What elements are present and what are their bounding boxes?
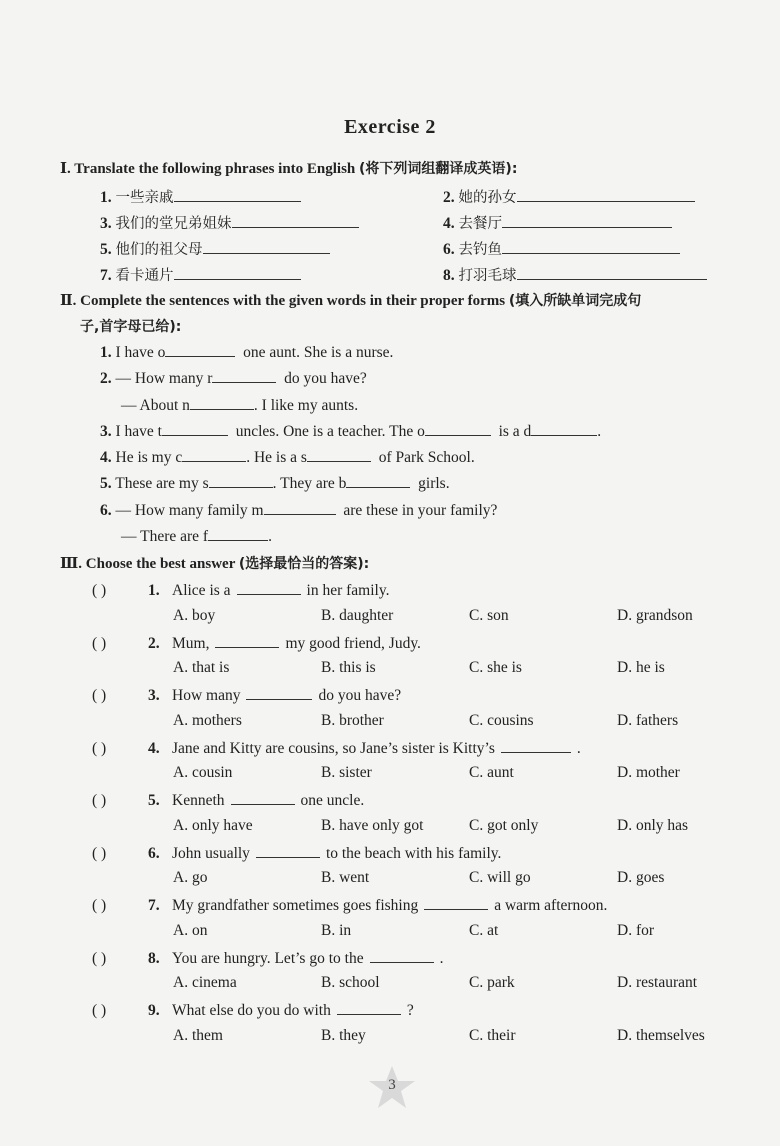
- section-1-heading-text: Translate the following phrases into English: [74, 161, 356, 177]
- question-stem-end: to the beach with his family.: [325, 844, 502, 862]
- question-number: 9.: [148, 1002, 160, 1019]
- option-c[interactable]: C. cousins: [469, 711, 534, 729]
- s2-q1-text-a: I have o: [115, 344, 166, 361]
- answer-blank[interactable]: [174, 265, 301, 280]
- s2-question-2: [100, 368, 367, 388]
- option-c[interactable]: C. got only: [469, 816, 539, 834]
- s2-q5-text-c: girls.: [418, 475, 450, 492]
- item-number: 4.: [443, 215, 455, 232]
- s2-q3-text-d: .: [597, 423, 602, 440]
- question-stem-end: .: [439, 949, 444, 967]
- option-d[interactable]: D. themselves: [617, 1026, 705, 1044]
- answer-blank[interactable]: [165, 342, 235, 357]
- option-c[interactable]: C. will go: [469, 869, 531, 886]
- option-c[interactable]: C. park: [469, 974, 515, 991]
- section-1-numeral: Ⅰ.: [60, 161, 71, 177]
- option-d[interactable]: D. fathers: [617, 711, 679, 729]
- option-b[interactable]: B. in: [321, 921, 352, 939]
- option-c[interactable]: C. son: [469, 606, 509, 624]
- mc-question-3: [92, 685, 401, 705]
- option-c[interactable]: C. their: [469, 1026, 516, 1044]
- chinese-phrase: 看卡通片: [115, 268, 174, 284]
- item-number: 3.: [100, 215, 112, 232]
- section-3-numeral: Ⅲ.: [60, 556, 83, 572]
- option-b[interactable]: B. they: [321, 1026, 366, 1044]
- question-stem-start: You are hungry. Let’s go to the: [172, 949, 364, 967]
- question-stem-start: My grandfather sometimes goes fishing: [172, 897, 419, 914]
- question-number: 4.: [100, 449, 112, 466]
- answer-blank[interactable]: [190, 395, 254, 410]
- option-a[interactable]: A. them: [173, 1026, 223, 1044]
- answer-blank[interactable]: [531, 421, 597, 436]
- question-number: 3.: [100, 423, 112, 440]
- answer-parentheses[interactable]: ( ): [92, 634, 107, 652]
- translate-item-7: [100, 264, 301, 285]
- option-d[interactable]: D. only has: [617, 816, 689, 834]
- s2-q5-text-b: . They are b: [272, 475, 347, 492]
- answer-blank[interactable]: [215, 633, 279, 648]
- answer-parentheses[interactable]: ( ): [92, 1002, 107, 1019]
- section-2-heading: [60, 290, 641, 310]
- s2-q4-text-b: . He is a s: [246, 449, 307, 466]
- mc-question-1: [92, 580, 389, 600]
- answer-blank[interactable]: [208, 526, 268, 541]
- translate-item-1: [100, 186, 301, 207]
- s2-q3-text-c: is a d: [498, 423, 532, 440]
- answer-blank[interactable]: [212, 368, 276, 383]
- item-number: 2.: [443, 189, 455, 206]
- question-stem-start: Kenneth: [172, 792, 225, 809]
- question-stem-end: in her family.: [306, 582, 390, 599]
- question-stem-start: Jane and Kitty are cousins, so Jane’s sister is Kitty’s: [172, 739, 495, 757]
- chinese-phrase: 他们的祖父母: [115, 242, 203, 258]
- section-2-numeral: Ⅱ.: [60, 293, 77, 309]
- mc-question-5: [92, 790, 364, 810]
- chinese-phrase: 她的孙女: [458, 190, 517, 206]
- option-a[interactable]: A. only have: [173, 816, 253, 834]
- option-d[interactable]: D. for: [617, 921, 655, 939]
- s2-question-5: [100, 473, 450, 493]
- s2-question-2-reply: [121, 395, 358, 415]
- option-b[interactable]: B. went: [321, 869, 370, 886]
- translate-item-6: [443, 238, 680, 259]
- chinese-phrase: 去餐厅: [458, 216, 502, 232]
- chinese-phrase: 我们的堂兄弟姐妹: [115, 216, 232, 232]
- page-number: 3: [388, 1077, 396, 1093]
- translate-item-2: [443, 186, 695, 207]
- mc-question-8: [92, 948, 443, 968]
- option-a[interactable]: A. that is: [173, 659, 230, 676]
- question-number: 1.: [100, 344, 112, 361]
- answer-blank[interactable]: [256, 843, 320, 858]
- question-stem-end: .: [576, 739, 581, 757]
- answer-blank[interactable]: [517, 265, 707, 280]
- section-2-heading-line-2: [80, 316, 181, 336]
- item-number: 5.: [100, 241, 112, 258]
- option-c[interactable]: C. at: [469, 921, 499, 939]
- question-stem-start: What else do you do with: [172, 1002, 331, 1019]
- question-number: 2.: [148, 634, 160, 652]
- question-number: 6.: [148, 844, 160, 862]
- question-number: 2.: [100, 370, 112, 387]
- answer-blank[interactable]: [232, 213, 359, 228]
- option-d[interactable]: D. grandson: [617, 606, 693, 624]
- question-number: 5.: [100, 475, 112, 492]
- section-1-heading-cn: (将下列词组翻译成英语):: [359, 161, 518, 177]
- section-2-heading-cn-1: (填入所缺单词完成句: [508, 293, 642, 309]
- question-stem-end: one uncle.: [300, 792, 365, 809]
- item-number: 1.: [100, 189, 112, 206]
- answer-blank[interactable]: [346, 473, 410, 488]
- chinese-phrase: 打羽毛球: [458, 268, 517, 284]
- mc-question-7: [92, 895, 607, 915]
- question-number: 8.: [148, 949, 160, 967]
- answer-blank[interactable]: [209, 473, 273, 488]
- answer-blank[interactable]: [174, 187, 301, 202]
- exercise-title: Exercise 2: [344, 116, 436, 138]
- translate-item-8: [443, 264, 707, 285]
- option-a[interactable]: A. cinema: [173, 974, 237, 991]
- option-b[interactable]: B. this is: [321, 659, 376, 676]
- s2-q2-text-a: — How many r: [115, 370, 213, 387]
- chinese-phrase: 去钓鱼: [458, 242, 502, 258]
- question-stem-end: do you have?: [318, 687, 402, 704]
- answer-parentheses[interactable]: ( ): [92, 897, 107, 914]
- s2-q2-text-b: do you have?: [284, 370, 367, 387]
- s2-question-6: [100, 500, 497, 520]
- option-d[interactable]: D. goes: [617, 869, 665, 886]
- answer-blank[interactable]: [182, 447, 246, 462]
- option-c[interactable]: C. she is: [469, 659, 522, 676]
- section-3-heading-text: Choose the best answer: [85, 556, 236, 572]
- translate-item-4: [443, 212, 672, 233]
- answer-blank[interactable]: [237, 580, 301, 595]
- mc-question-6: [92, 843, 501, 863]
- question-number: 3.: [148, 687, 160, 704]
- answer-blank[interactable]: [424, 895, 488, 910]
- question-number: 6.: [100, 502, 112, 519]
- option-a[interactable]: A. go: [173, 869, 208, 886]
- translate-item-5: [100, 238, 330, 259]
- question-stem-start: Alice is a: [172, 582, 231, 599]
- answer-blank[interactable]: [370, 948, 434, 963]
- answer-parentheses[interactable]: ( ): [92, 687, 107, 704]
- question-stem-start: How many: [172, 687, 241, 704]
- answer-blank[interactable]: [502, 239, 680, 254]
- answer-parentheses[interactable]: ( ): [92, 739, 107, 757]
- s2-question-4: [100, 447, 475, 467]
- section-3-heading-cn: (选择最恰当的答案):: [238, 556, 370, 572]
- answer-blank[interactable]: [337, 1000, 401, 1015]
- answer-blank[interactable]: [264, 500, 336, 515]
- s2-q4-text-c: of Park School.: [378, 449, 475, 466]
- option-c[interactable]: C. aunt: [469, 764, 514, 781]
- section-2-heading-text: Complete the sentences with the given words in their proper forms: [80, 293, 506, 309]
- answer-blank[interactable]: [246, 685, 312, 700]
- mc-question-2: [92, 633, 421, 653]
- answer-blank[interactable]: [501, 738, 571, 753]
- option-d[interactable]: D. he is: [617, 659, 665, 676]
- s2-question-3: [100, 421, 601, 441]
- answer-blank[interactable]: [203, 239, 330, 254]
- s2-q6-text-d: .: [268, 528, 272, 545]
- s2-q5-text-a: These are my s: [115, 475, 209, 492]
- s2-q6-text-c: — There are f: [121, 528, 209, 545]
- s2-q2-text-d: . I like my aunts.: [253, 397, 359, 414]
- s2-question-6-reply: [121, 526, 272, 546]
- answer-parentheses[interactable]: ( ): [92, 844, 107, 862]
- option-d[interactable]: D. restaurant: [617, 974, 698, 991]
- answer-parentheses[interactable]: ( ): [92, 582, 107, 599]
- s2-q4-text-a: He is my c: [115, 449, 183, 466]
- item-number: 8.: [443, 267, 455, 284]
- mc-question-9: [92, 1000, 414, 1020]
- s2-q6-text-a: — How many family m: [115, 502, 264, 519]
- mc-question-4: [92, 738, 581, 758]
- s2-q3-text-a: I have t: [115, 423, 162, 440]
- option-a[interactable]: A. cousin: [173, 764, 233, 781]
- s2-q2-text-c: — About n: [121, 397, 190, 414]
- chinese-phrase: 一些亲戚: [115, 190, 174, 206]
- answer-parentheses[interactable]: ( ): [92, 792, 107, 809]
- answer-blank[interactable]: [162, 421, 228, 436]
- answer-blank[interactable]: [425, 421, 491, 436]
- section-3-heading: [60, 553, 369, 573]
- option-a[interactable]: A. on: [173, 921, 208, 939]
- question-stem-start: Mum,: [172, 634, 210, 652]
- option-b[interactable]: B. brother: [321, 711, 384, 729]
- question-stem-end: my good friend, Judy.: [285, 634, 421, 652]
- option-b[interactable]: B. daughter: [321, 606, 394, 624]
- option-d[interactable]: D. mother: [617, 764, 680, 781]
- s2-q1-text-b: one aunt. She is a nurse.: [243, 344, 394, 361]
- s2-q3-text-b: uncles. One is a teacher. The o: [235, 423, 425, 440]
- answer-blank[interactable]: [307, 447, 371, 462]
- s2-q6-text-b: are these in your family?: [343, 502, 498, 519]
- option-a[interactable]: A. mothers: [173, 711, 242, 729]
- question-stem-start: John usually: [172, 844, 250, 862]
- option-b[interactable]: B. have only got: [321, 816, 424, 834]
- answer-blank[interactable]: [231, 790, 295, 805]
- question-stem-end: a warm afternoon.: [494, 897, 608, 914]
- answer-blank[interactable]: [517, 187, 695, 202]
- answer-blank[interactable]: [502, 213, 672, 228]
- option-a[interactable]: A. boy: [173, 606, 216, 624]
- option-b[interactable]: B. sister: [321, 764, 372, 781]
- section-2-heading-cn-2: 子,首字母已给):: [80, 319, 182, 335]
- question-number: 4.: [148, 739, 160, 757]
- section-1-heading: [60, 158, 517, 178]
- translate-item-3: [100, 212, 359, 233]
- question-number: 5.: [148, 792, 160, 809]
- question-number: 1.: [148, 582, 160, 599]
- item-number: 7.: [100, 267, 112, 284]
- option-b[interactable]: B. school: [321, 974, 380, 991]
- answer-parentheses[interactable]: ( ): [92, 949, 107, 967]
- question-stem-end: ?: [406, 1002, 414, 1019]
- s2-question-1: [100, 342, 393, 362]
- item-number: 6.: [443, 241, 455, 258]
- question-number: 7.: [148, 897, 160, 914]
